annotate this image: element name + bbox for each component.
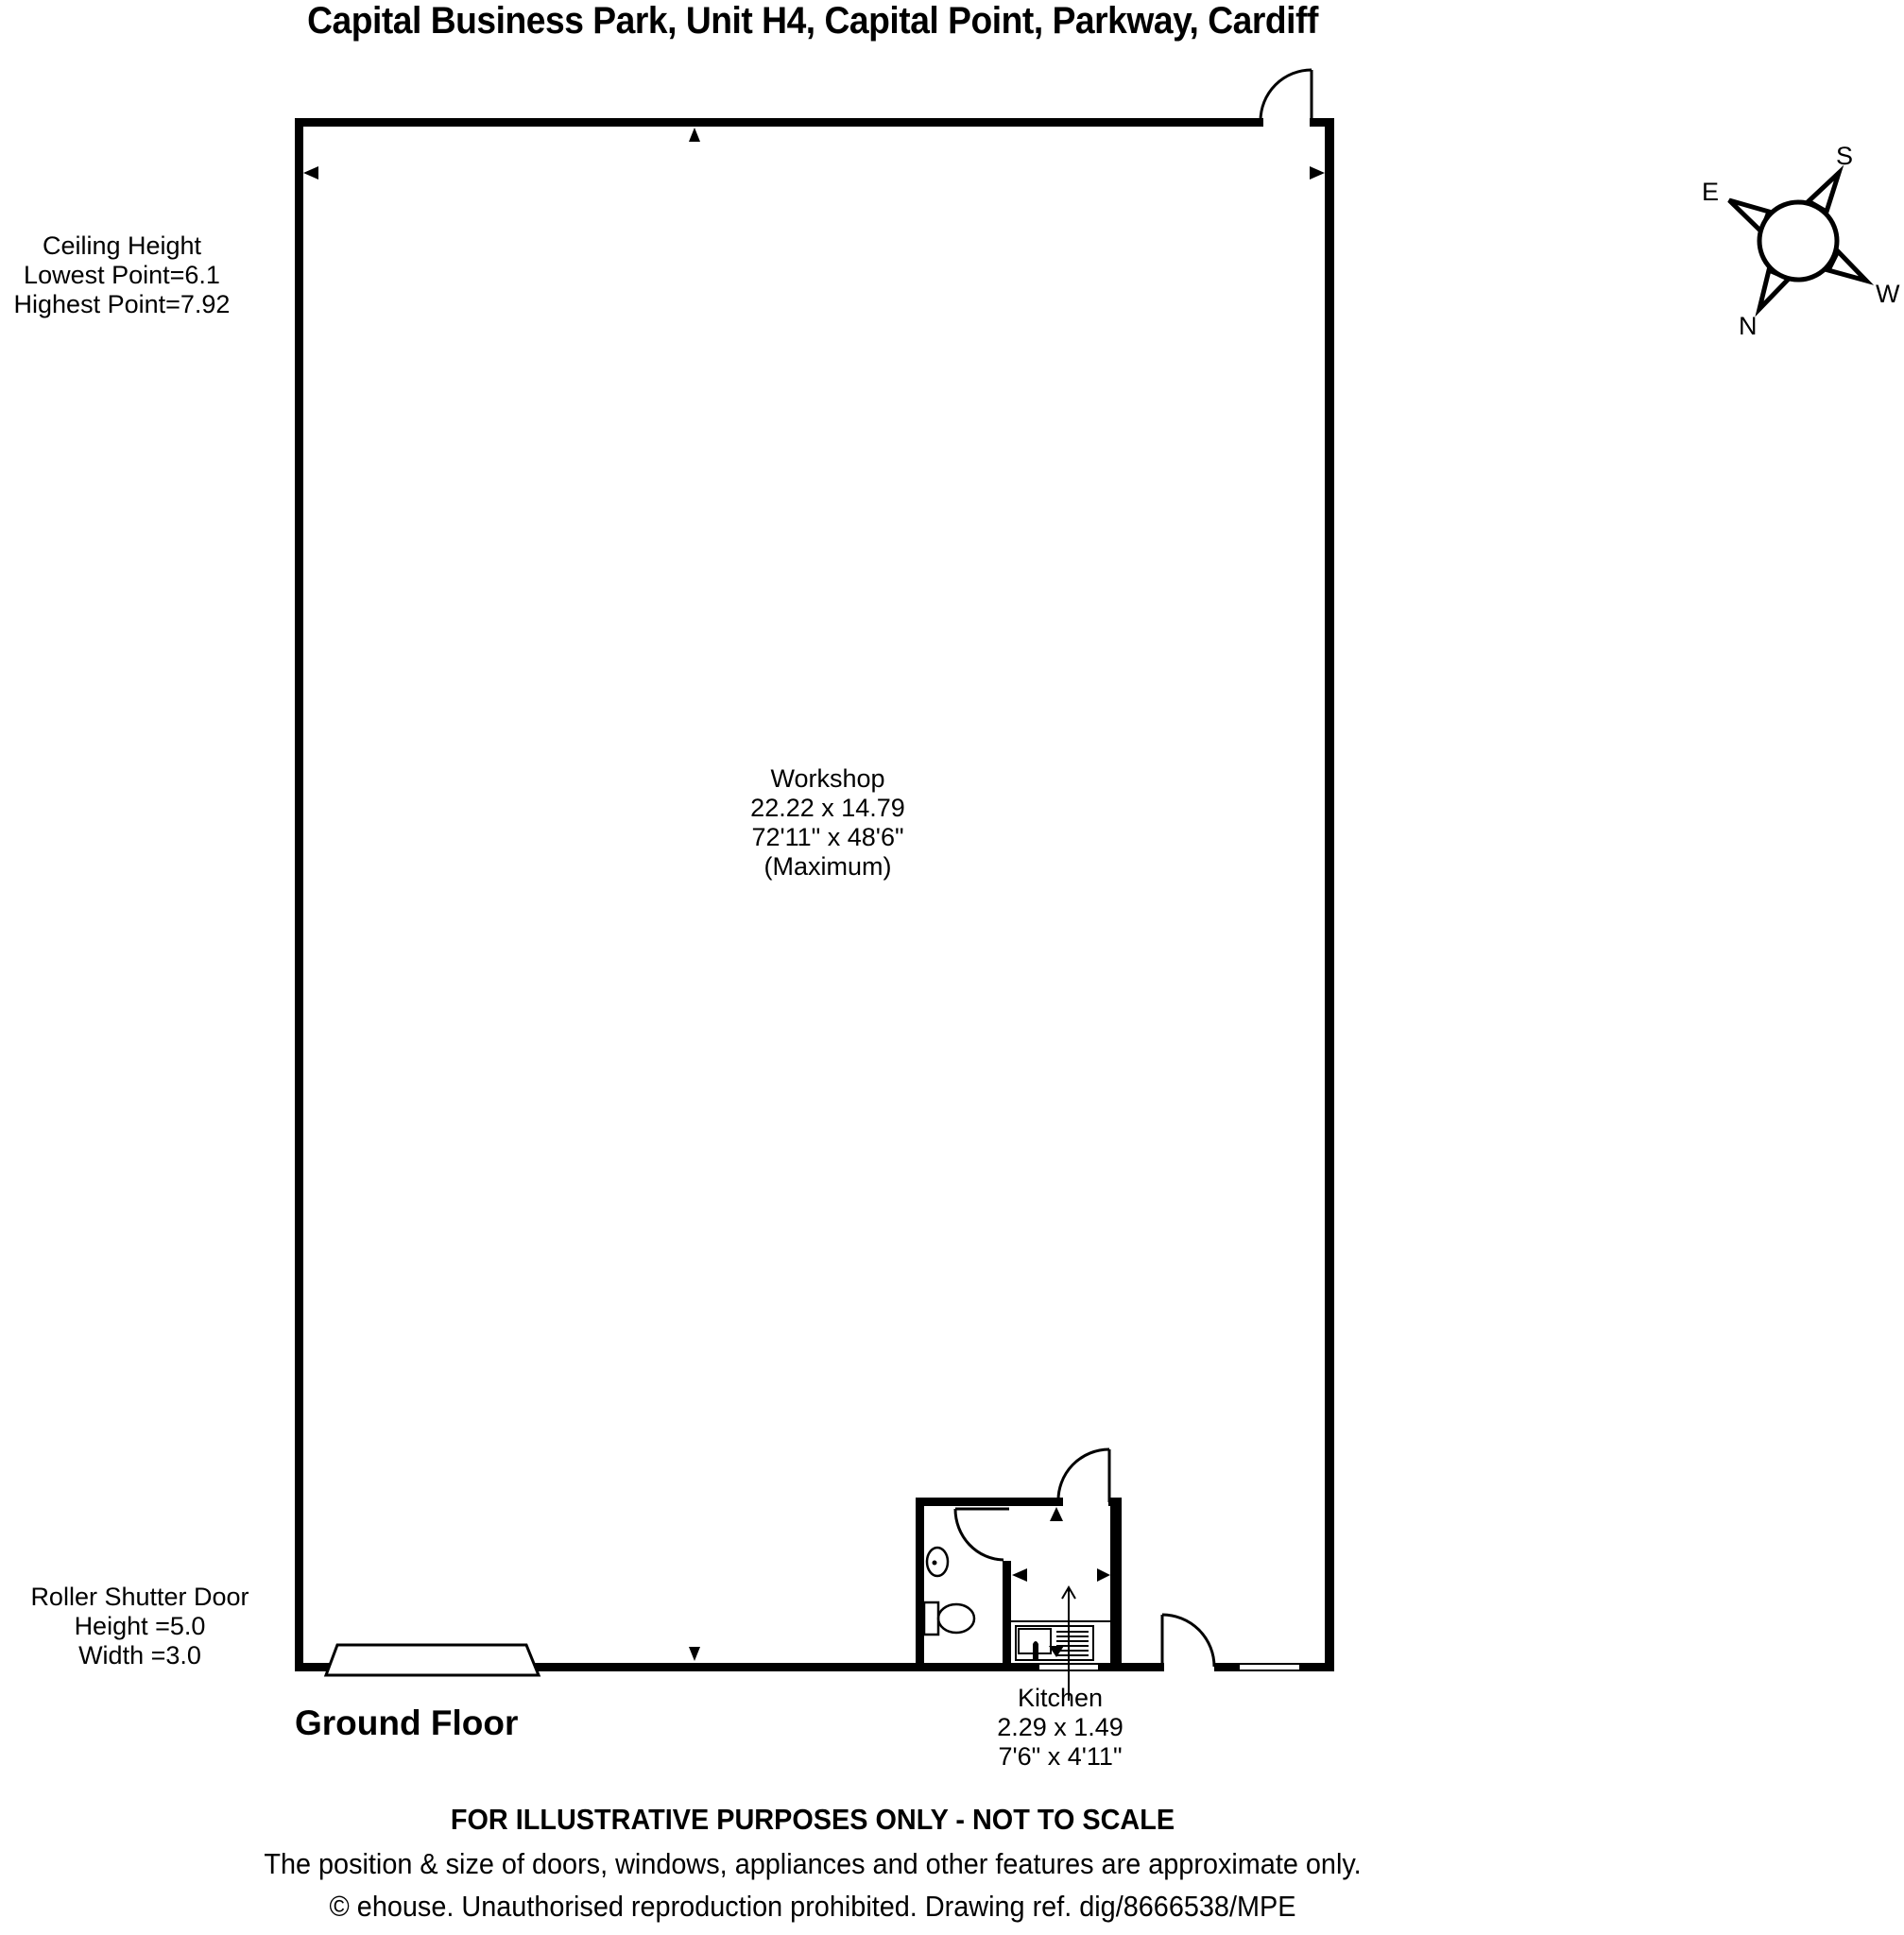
wall-bottom-2 <box>535 1663 918 1671</box>
kitchen-metric: 2.29 x 1.49 <box>997 1713 1124 1741</box>
door-swing-top-right <box>1261 70 1312 121</box>
compass-label-w: W <box>1876 280 1900 308</box>
door-swing-wc <box>955 1509 1003 1560</box>
compass-label-n: N <box>1739 312 1758 340</box>
kitchen-dim-arrow-right <box>1097 1568 1110 1582</box>
dim-arrow-top <box>689 128 700 142</box>
approximation-notice: The position & size of doors, windows, appliances and other features are approximate only. <box>264 1847 1362 1880</box>
compass-label-e: E <box>1702 178 1720 206</box>
copyright-notice: © ehouse. Unauthorised reproduction prohibited. Drawing ref. dig/8666538/MPE <box>329 1890 1296 1923</box>
toilet-cistern <box>924 1602 938 1635</box>
door-swing-bottom-right <box>1162 1615 1214 1667</box>
kitchen-wall-right <box>1110 1498 1122 1671</box>
compass-circle <box>1759 202 1837 280</box>
compass-rose <box>1729 173 1866 309</box>
plan-title: Capital Business Park, Unit H4, Capital Point, Parkway, Cardiff <box>307 0 1318 42</box>
dim-arrow-left <box>303 166 318 180</box>
roller-shutter-door <box>326 1645 539 1675</box>
room-label-kitchen <box>975 1684 1145 1772</box>
ceiling-highest-point: Highest Point=7.92 <box>13 290 231 318</box>
wash-basin <box>927 1548 948 1576</box>
workshop-qualifier: (Maximum) <box>763 852 892 881</box>
dim-arrow-bottom <box>689 1647 700 1661</box>
basin-tap <box>933 1561 937 1566</box>
ceiling-height-note <box>0 231 244 319</box>
wall-left <box>295 118 303 1671</box>
wall-bottom-1 <box>295 1663 331 1671</box>
room-label-workshop <box>733 764 922 882</box>
roller-shutter-height: Height =5.0 <box>74 1612 206 1640</box>
roller-shutter-note <box>9 1583 270 1670</box>
ceiling-height-heading: Ceiling Height <box>42 231 202 260</box>
kitchen-drainer <box>1056 1632 1089 1655</box>
roller-shutter-heading: Roller Shutter Door <box>30 1583 249 1611</box>
workshop-name: Workshop <box>770 764 885 793</box>
wc-wall-top <box>916 1498 1063 1506</box>
wc-wall-left <box>916 1498 924 1671</box>
kitchen-name: Kitchen <box>1017 1684 1104 1712</box>
roller-shutter-width: Width =3.0 <box>78 1641 201 1670</box>
workshop-metric: 22.22 x 14.79 <box>750 794 905 822</box>
door-swing-kitchen <box>1058 1449 1109 1502</box>
kitchen-dim-arrow-top <box>1050 1507 1063 1521</box>
compass-label-s: S <box>1836 142 1854 170</box>
kitchen-imperial: 7'6" x 4'11" <box>998 1742 1123 1771</box>
floor-label: Ground Floor <box>295 1704 519 1742</box>
ceiling-lowest-point: Lowest Point=6.1 <box>24 261 220 289</box>
dim-arrow-right <box>1310 166 1325 180</box>
toilet-bowl <box>938 1604 974 1633</box>
wall-top <box>295 118 1263 127</box>
kitchen-dim-arrow-left <box>1012 1568 1027 1582</box>
wall-right <box>1325 118 1334 1671</box>
window-bottom-right <box>1240 1665 1299 1670</box>
scale-warning: FOR ILLUSTRATIVE PURPOSES ONLY - NOT TO SCALE <box>450 1803 1175 1836</box>
kitchen-tap <box>1033 1641 1038 1659</box>
workshop-imperial: 72'11" x 48'6" <box>751 823 904 851</box>
wc-kitchen-partition <box>1003 1561 1011 1667</box>
